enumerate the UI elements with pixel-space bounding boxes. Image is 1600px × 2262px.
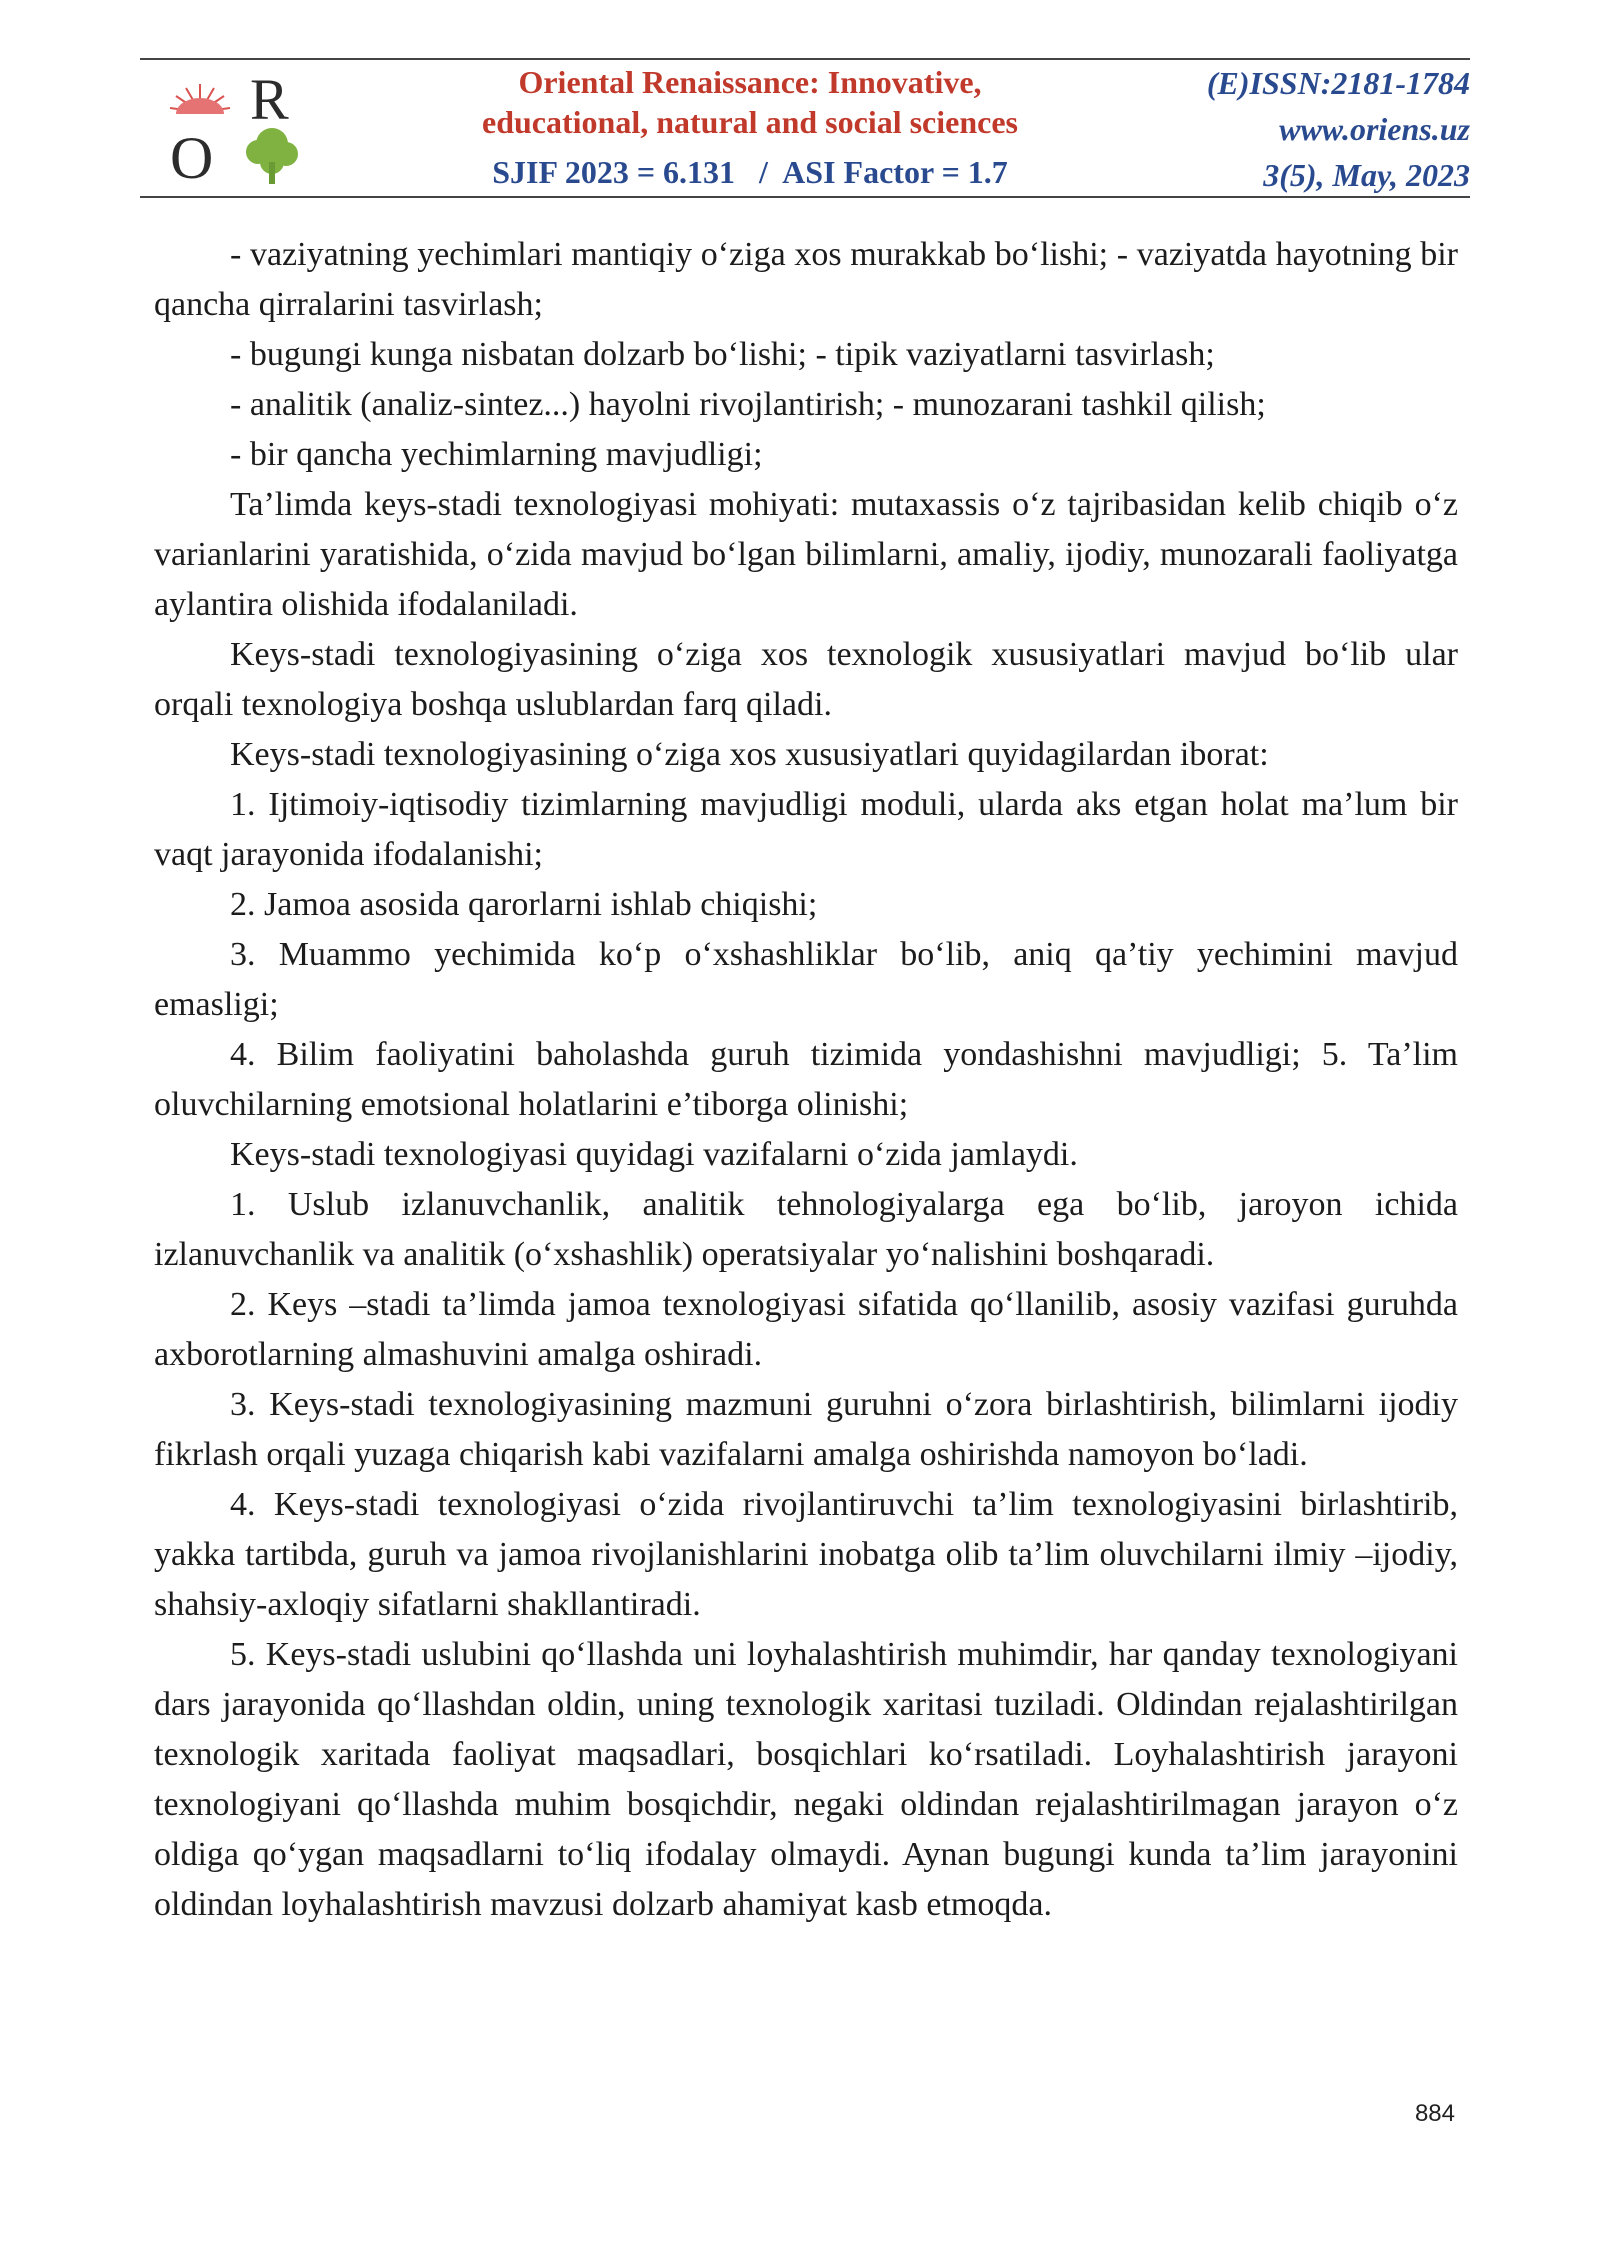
paragraph: 1. Uslub izlanuvchanlik, analitik tehnologiyalarga ega bo‘lib, jaroyon ichida izlanuvchanlik va analitik (o‘xshashlik) operatsiyalar yo‘nalishini boshqaradi. xyxy=(154,1186,1458,1273)
paragraph: 2. Jamoa asosida qarorlarni ishlab chiqishi; xyxy=(230,886,818,923)
journal-info xyxy=(1207,60,1470,198)
paragraph: 1. Ijtimoiy-iqtisodiy tizimlarning mavjudligi moduli, ularda aks etgan holat ma’lum bir vaqt jarayonida ifodalanishi; xyxy=(154,786,1458,873)
paragraph: 3. Muammo yechimida ko‘p o‘xshashliklar bo‘lib, aniq qa’tiy yechimini mavjud emasligi; xyxy=(154,936,1458,1023)
page-number: 884 xyxy=(1414,2100,1455,2127)
paragraph: 5. Keys-stadi uslubini qo‘llashda uni loyhalashtirish muhimdir, har qanday texnologiyani dars jarayonida qo‘llashdan oldin, uning texnologik xaritasi tuziladi. Oldindan rejalashtirilgan texnologik xaritada faoliyat maqsadlari, bosqichlari ko‘rsatiladi. Loyhalashtirish jarayoni texnologiyani qo‘llashda muhim bosqichdir, negaki oldindan rejalashtirilmagan jarayon o‘z oldiga qo‘ygan maqsadlarni to‘liq ifodalay olmaydi. Aynan bugungi kunda ta’lim jarayonini oldindan loyhalashtirish mavzusi dolzarb ahamiyat kasb etmoqda. xyxy=(154,1636,1458,1923)
journal-title xyxy=(430,62,1070,142)
logo-letter-o: O xyxy=(170,125,214,191)
paragraph: - analitik (analiz-sintez...) hayolni rivojlantirish; - munozarani tashkil qilish; xyxy=(230,386,1266,423)
paragraph: Keys-stadi texnologiyasi quyidagi vazifalarni o‘zida jamlaydi. xyxy=(230,1136,1078,1173)
journal-title-line-2: educational, natural and social sciences xyxy=(481,104,1018,140)
paragraph: - vaziyatning yechimlari mantiqiy o‘ziga xos murakkab bo‘lishi; - vaziyatda hayotning bir qancha qirralarini tasvirlash; xyxy=(154,236,1458,323)
paragraph: 3. Keys-stadi texnologiyasining mazmuni guruhni o‘zora birlashtirish, bilimlarni ijodiy fikrlash orqali yuzaga chiqarish kabi vazifalarni amalga oshirishda namoyon bo‘ladi. xyxy=(154,1386,1458,1473)
logo-letter-r: R xyxy=(250,67,289,132)
paragraph: 4. Keys-stadi texnologiyasi o‘zida rivojlantiruvchi ta’lim texnologiyasini birlashtirib, yakka tartibda, guruh va jamoa rivojlanishlarini inobatga olib ta’lim oluvchilarni ilmiy –ijodiy, shahsiy-axloqiy sifatlarni shakllantiradi. xyxy=(154,1486,1458,1623)
journal-metrics: SJIF 2023 = 6.131 / ASI Factor = 1.7 xyxy=(492,154,1008,190)
paragraph: 4. Bilim faoliyatini baholashda guruh tizimida yondashishni mavjudligi; 5. Ta’lim oluvchilarning emotsional holatlarini e’tiborga olinishi; xyxy=(154,1036,1458,1123)
header-bottom-rule xyxy=(140,196,1470,198)
journal-logo xyxy=(160,67,310,191)
paragraph: 2. Keys –stadi ta’limda jamoa texnologiyasi sifatida qo‘llanilib, asosiy vazifasi guruhda axborotlarning almashuvini amalga oshiradi. xyxy=(154,1286,1458,1373)
paragraph: Keys-stadi texnologiyasining o‘ziga xos texnologik xususiyatlari mavjud bo‘lib ular orqali texnologiya boshqa uslublardan farq qiladi. xyxy=(154,636,1458,723)
paragraph: Keys-stadi texnologiyasining o‘ziga xos xususiyatlari quyidagilardan iborat: xyxy=(230,736,1269,773)
issue-info: 3(5), May, 2023 xyxy=(1263,157,1470,193)
article-body xyxy=(154,230,1458,1930)
paragraph: Ta’limda keys-stadi texnologiyasi mohiyati: mutaxassis o‘z tajribasidan kelib chiqib o‘z varianlarini yaratishida, o‘zida mavjud bo‘lgan bilimlarni, amaliy, ijodiy, munozarali faoliyatga aylantira olishida ifodalaniladi. xyxy=(154,486,1458,623)
issn: (E)ISSN:2181-1784 xyxy=(1206,65,1470,101)
paragraph: - bir qancha yechimlarning mavjudligi; xyxy=(230,436,763,473)
website-link[interactable]: www.oriens.uz xyxy=(1279,111,1470,147)
journal-title-line-1: Oriental Renaissance: Innovative, xyxy=(518,64,982,100)
paragraph: - bugungi kunga nisbatan dolzarb bo‘lishi; - tipik vaziyatlarni tasvirlash; xyxy=(230,336,1215,373)
